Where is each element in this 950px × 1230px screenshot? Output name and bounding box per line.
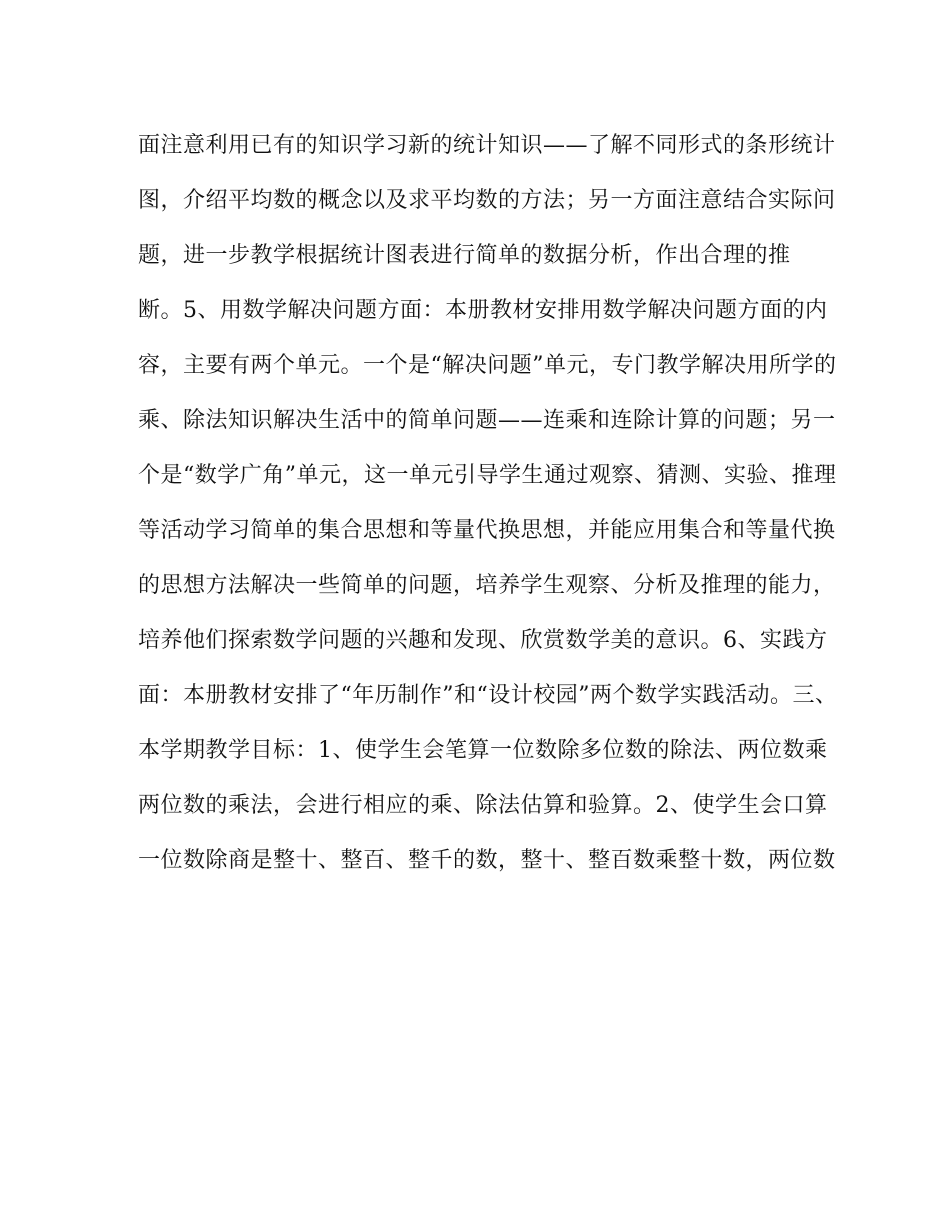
- text-line: 本学期教学目标：1、使学生会笔算一位数除多位数的除法、两位数乘: [138, 738, 828, 763]
- text-line: 个是“数学广角”单元，这一单元引导学生通过观察、猜测、实验、推理: [138, 463, 837, 488]
- text-line: 图，介绍平均数的概念以及求平均数的方法；另一方面注意结合实际问: [138, 188, 836, 213]
- text-line: 容，主要有两个单元。一个是“解决问题”单元，专门教学解决用所学的: [138, 353, 837, 378]
- text-line: 断。5、用数学解决问题方面：本册教材安排用数学解决问题方面的内: [138, 298, 828, 323]
- body-text: [138, 118, 838, 888]
- text-line: 题，进一步教学根据统计图表进行简单的数据分析，作出合理的推: [138, 243, 791, 268]
- text-line: 一位数除商是整十、整百、整千的数，整十、整百数乘整十数，两位数: [138, 848, 836, 873]
- text-line: 等活动学习简单的集合思想和等量代换思想，并能应用集合和等量代换: [138, 518, 836, 543]
- text-line: 的思想方法解决一些简单的问题，培养学生观察、分析及推理的能力，: [138, 573, 836, 598]
- text-line: 培养他们探索数学问题的兴趣和发现、欣赏数学美的意识。6、实践方: [138, 628, 828, 653]
- text-line: 乘、除法知识解决生活中的简单问题——连乘和连除计算的问题；另一: [138, 408, 836, 433]
- text-line: 两位数的乘法，会进行相应的乘、除法估算和验算。2、使学生会口算: [138, 793, 828, 818]
- text-line: 面：本册教材安排了“年历制作”和“设计校园”两个数学实践活动。三、: [138, 683, 838, 708]
- text-line: 面注意利用已有的知识学习新的统计知识——了解不同形式的条形统计: [138, 133, 836, 158]
